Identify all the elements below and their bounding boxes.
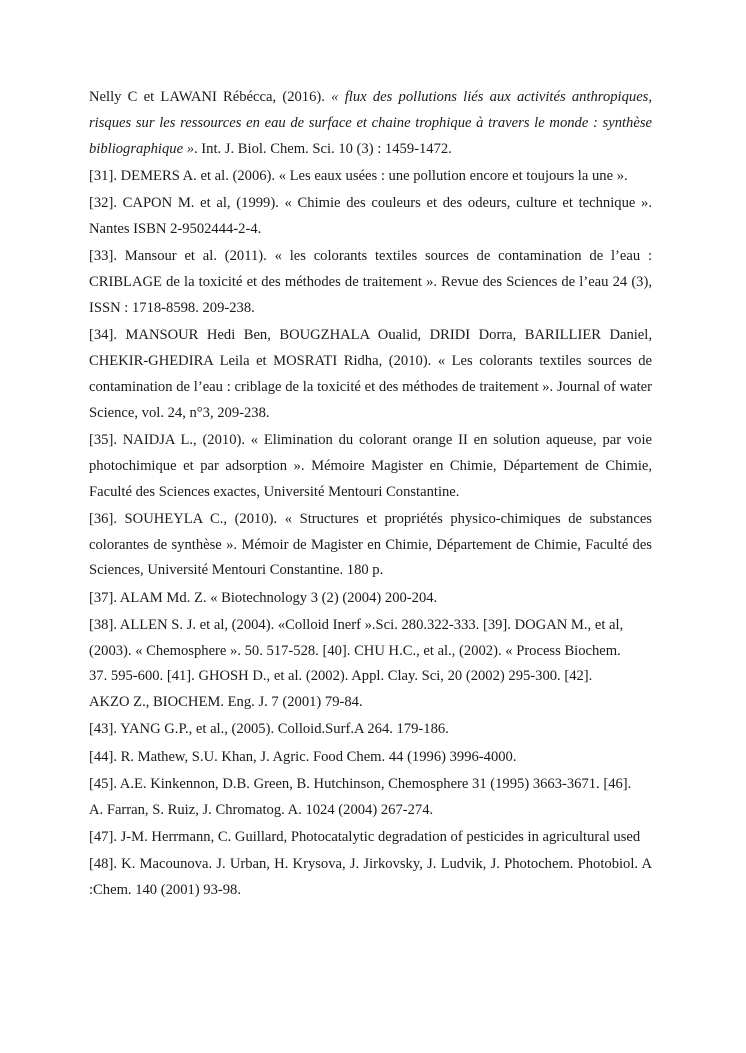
- reference-source: . Int. J. Biol. Chem. Sci. 10 (3) : 1459-1472.: [194, 140, 452, 157]
- reference-authors: Nelly C et LAWANI Rébécca, (2016).: [89, 89, 332, 105]
- reference-entry-37: [37]. ALAM Md. Z. « Biotechnology 3 (2) (2004) 200-204.: [89, 589, 438, 606]
- reference-line: A. Farran, S. Ruiz, J. Chromatog. A. 1024 (2004) 267-274.: [89, 801, 434, 818]
- reference-entry-38-42: [89, 613, 652, 717]
- reference-entry-36: [36]. SOUHEYLA C., (2010). « Structures et propriétés physico-chimiques de substances colorantes de synthèse ». Mémoir de Magister en Chimie, Département de Chimie, Faculté des Sciences, Université Mentouri Constantine. 180 p.: [89, 510, 652, 579]
- reference-line: [45]. A.E. Kinkennon, D.B. Green, B. Hutchinson, Chemosphere 31 (1995) 3663-3671. [46].: [89, 775, 632, 792]
- reference-list: [89, 85, 652, 905]
- reference-entry-44: [44]. R. Mathew, S.U. Khan, J. Agric. Food Chem. 44 (1996) 3996-4000.: [89, 748, 517, 765]
- reference-line: AKZO Z., BIOCHEM. Eng. J. 7 (2001) 79-84.: [89, 694, 363, 711]
- reference-entry-48: [48]. K. Macounova. J. Urban, H. Krysova, J. Jirkovsky, J. Ludvik, J. Photochem. Photobiol. A :Chem. 140 (2001) 93-98.: [89, 855, 652, 898]
- reference-entry-30-continued: [89, 85, 652, 163]
- reference-title-italic: « flux des pollutions liés aux activités anthropiques, risques sur les ressources en eau de surface et chaine trophique à travers le monde : synthèse bibliographique »: [89, 89, 652, 157]
- reference-entry-45-46: [89, 772, 652, 824]
- reference-entry-31: [31]. DEMERS A. et al. (2006). « Les eaux usées : une pollution encore et toujours la une ».: [89, 167, 628, 184]
- reference-entry-43: [43]. YANG G.P., et al., (2005). Colloid.Surf.A 264. 179-186.: [89, 721, 449, 738]
- reference-entry-34: [34]. MANSOUR Hedi Ben, BOUGZHALA Oualid, DRIDI Dorra, BARILLIER Daniel, CHEKIR-GHEDIRA Leila et MOSRATI Ridha, (2010). « Les colorants textiles sources de contamination de l’eau : criblage de la toxicité et des méthodes de traitement ». Journal of water Science, vol. 24, n°3, 209-238.: [89, 326, 652, 421]
- reference-entry-32: [32]. CAPON M. et al, (1999). « Chimie des couleurs et des odeurs, culture et technique ». Nantes ISBN 2-9502444-2-4.: [89, 195, 652, 237]
- reference-line: (2003). « Chemosphere ». 50. 517-528. [40]. CHU H.C., et al., (2002). « Process Biochem.: [89, 642, 621, 659]
- reference-entry-47: [47]. J-M. Herrmann, C. Guillard, Photocatalytic degradation of pesticides in agricultural used: [89, 828, 641, 845]
- reference-entry-33: [33]. Mansour et al. (2011). « les colorants textiles sources de contamination de l’eau : CRIBLAGE de la toxicité et des méthodes de traitement ». Revue des Sciences de l’eau 24 (3), ISSN : 1718-8598. 209-238.: [89, 248, 652, 316]
- reference-line: 37. 595-600. [41]. GHOSH D., et al. (2002). Appl. Clay. Sci, 20 (2002) 295-300. [42].: [89, 668, 593, 685]
- reference-entry-35: [35]. NAIDJA L., (2010). « Elimination du colorant orange II en solution aqueuse, par voie photochimique et par adsorption ». Mémoire Magister en Chimie, Département de Chimie, Faculté des Sciences exactes, Université Mentouri Constantine.: [89, 431, 652, 500]
- reference-line: [38]. ALLEN S. J. et al, (2004). «Colloid Inerf ».Sci. 280.322-333. [39]. DOGAN M., et al,: [89, 616, 624, 633]
